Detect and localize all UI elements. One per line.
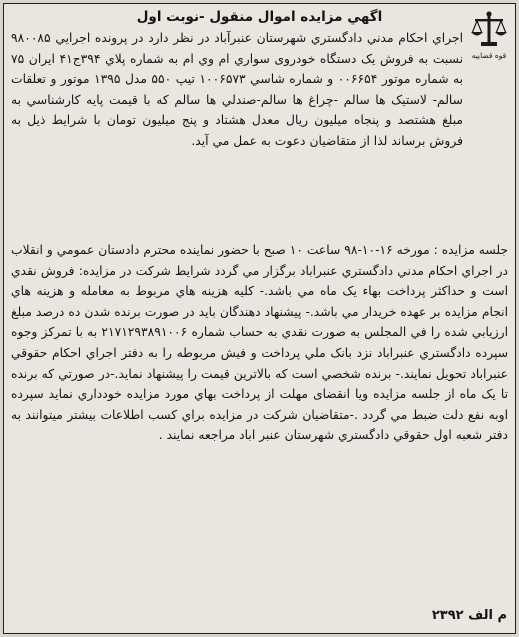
notice-paragraph-2: جلسه مزايده : مورخه ۱۶-۱۰-۹۸ ساعت ۱۰ صبح با حضور نماينده محترم دادستان عمومي و انقلاب در اجراي احكام مدني دادگستري عنبراباد برگزار مي گردد شرايط شركت در مزايده: فروش نقدي است و حداكثر پرداخت بهاء يک ماه مي باشد.- كليه هزينه هاي مربوط به معامله و هزينه هاي انجام مزايده بر عهده خريدار مي باشد.- پيشنهاد دهندگان بايد در صورت برنده شدن ده درصد مبلغ ارزيابي شده را في المجلس به صورت نقدي به حساب شماره ۲۱۷۱۲۹۳۸۹۱۰۰۶ به با تمركز وجوه سپرده دادگستري عنبراباد نزد بانک ملي پرداخت و فيش مربوطه را به دفتر اجراي احكام حقوقي عنبراباد تحويل نمايند.- برنده شخصي است كه بالاترين قيمت را پيشنهاد نمايد.-در صورتي كه برنده تا يک ماه از جلسه مزايده ويا انقضاى مهلت از پرداخت بهاي مورد مزايده خودداري نمايد سپرده اوبه نفع دلت ضبط مي گردد .-متقاضيان شركت در مزايده براي كسب اطلاعات بيشتر ميتوانند به دفتر شعبه اول حقوقي دادگستري شهرستان عنبر اباد مراجعه نمايند . — [11, 243, 508, 443]
notice-title: اگهي مزايده اموال منقول -نوبت اول — [136, 9, 383, 25]
notice-paragraph-2-block — [11, 240, 508, 446]
notice-paragraph-1-block — [11, 28, 463, 151]
auction-notice — [3, 3, 516, 634]
emblem-caption: قوه قضاییه — [471, 51, 507, 60]
reference-code: م الف ۲۳۹۲ — [431, 608, 507, 623]
notice-paragraph-1: اجراي احكام مدني دادگستري شهرستان عنبرآباد در نظر دارد در پرونده اجرايي ۹۸۰۰۸۵ نسبت به فروش يک دستگاه خودروی سواري ام وي ام به شماره پلاي ۳۹۴ج۴۱ ايران ۷۵ به شماره موتور ۰۰۶۶۵۴ و شماره شاسي ۱۰۰۶۵۷۳ تيپ ۵۵۰ مدل ۱۳۹۵ موتور و تعلقات سالم- لاستيک ها سالم -چراغ ها سالم-صندلي ها سالم که با قيمت پايه كارشناسي به مبلغ هشتصد و پنجاه ميليون ريال معدل هشتاد و پنج ميليون تومان با شرايط ذيل به فروش برساند لذا از متقاضيان دعوت به عمل مي آيد. — [11, 31, 464, 148]
